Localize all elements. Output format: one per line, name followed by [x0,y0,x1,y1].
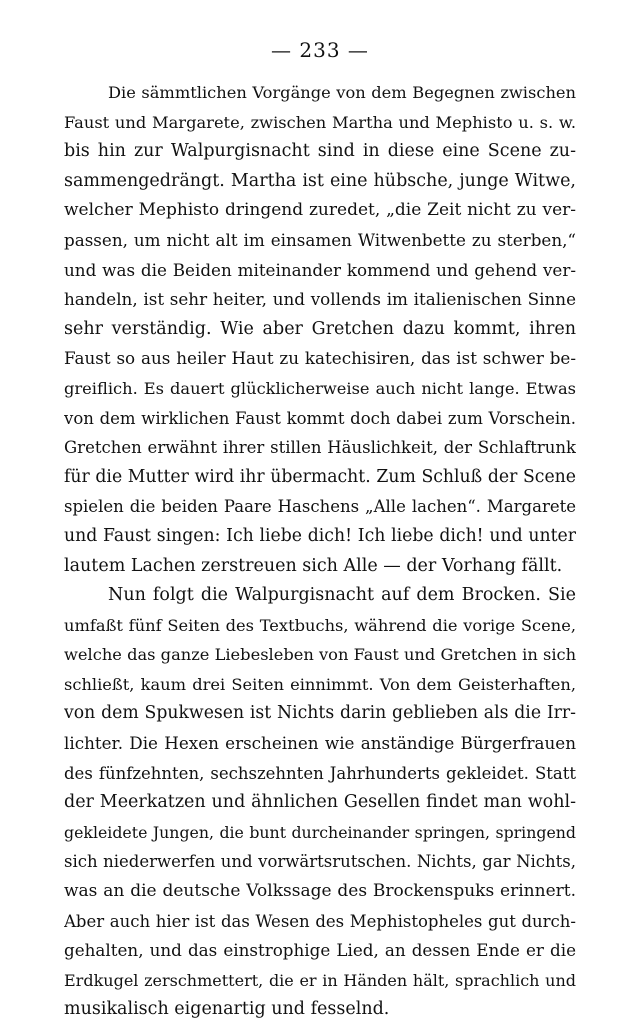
text-line: gekleidete Jungen, die bunt durcheinander springen, springend [64,822,576,842]
text-line: bis hin zur Walpurgisnacht sind in diese eine Scene zu- [64,141,576,162]
paragraph [64,581,576,1025]
text-line: musikalisch eigenartig und fesselnd. [64,999,390,1020]
text-line: was an die deutsche Volkssage des Brockenspuks erinnert. [64,881,576,902]
text-line: Gretchen erwähnt ihrer stillen Häuslichkeit, der Schlaftrunk [64,438,576,458]
text-line: und was die Beiden miteinander kommend und gehend ver- [64,259,576,280]
page-number: — 233 — [271,38,369,62]
text-line: handeln, ist sehr heiter, und vollends im italienischen Sinne [64,289,576,310]
text-line: Faust so aus heiler Haut zu katechisiren, das ist schwer be- [64,348,576,369]
text-line: Nun folgt die Walpurgisnacht auf dem Brocken. Sie [108,585,576,606]
text-line: passen, um nicht alt im einsamen Witwenbette zu sterben,“ [64,229,576,250]
text-line: Erdkugel zerschmettert, die er in Händen hält, sprachlich und [64,970,576,990]
text-line: von dem Spukwesen ist Nichts darin geblieben als die Irr- [64,703,576,724]
text-line: Faust und Margarete, zwischen Martha und Mephisto u. s. w. [64,112,576,132]
text-line: des fünfzehnten, sechszehnten Jahrhunderts gekleidet. Statt [64,763,576,783]
text-line: sehr verständig. Wie aber Gretchen dazu kommt, ihren [64,318,576,339]
text-line: lautem Lachen zerstreuen sich Alle — der Vorhang fällt. [64,555,563,576]
text-line: sammengedrängt. Martha ist eine hübsche, junge Witwe, [64,170,576,191]
body-text [64,78,576,1025]
paragraph [64,78,576,581]
text-line: für die Mutter wird ihr übermacht. Zum Schluß der Scene [64,466,576,487]
text-line: schließt, kaum drei Seiten einnimmt. Von dem Geisterhaften, [64,674,576,694]
text-line: welche das ganze Liebesleben von Faust und Gretchen in sich [64,645,576,665]
text-line: sich niederwerfen und vorwärtsrutschen. Nichts, gar Nichts, [64,852,576,872]
text-line: Die sämmtlichen Vorgänge von dem Begegnen zwischen [108,83,576,102]
text-line: und Faust singen: Ich liebe dich! Ich liebe dich! und unter [64,525,576,546]
text-line: welcher Mephisto dringend zuredet, „die Zeit nicht zu ver- [64,200,576,221]
text-line: spielen die beiden Paare Haschens „Alle lachen“. Margarete [64,497,576,517]
text-line: von dem wirklichen Faust kommt doch dabei zum Vorschein. [64,408,576,428]
text-line: umfaßt fünf Seiten des Textbuchs, während die vorige Scene, [64,615,576,635]
text-line: lichter. Die Hexen erscheinen wie anständige Bürgerfrauen [64,733,576,754]
text-line: Aber auch hier ist das Wesen des Mephistopheles gut durch- [64,911,576,931]
text-line: der Meerkatzen und ähnlichen Gesellen findet man wohl- [64,792,576,813]
text-line: greiflich. Es dauert glücklicherweise auch nicht lange. Etwas [64,378,576,398]
text-line: gehalten, und das einstrophige Lied, an dessen Ende er die [64,940,576,961]
